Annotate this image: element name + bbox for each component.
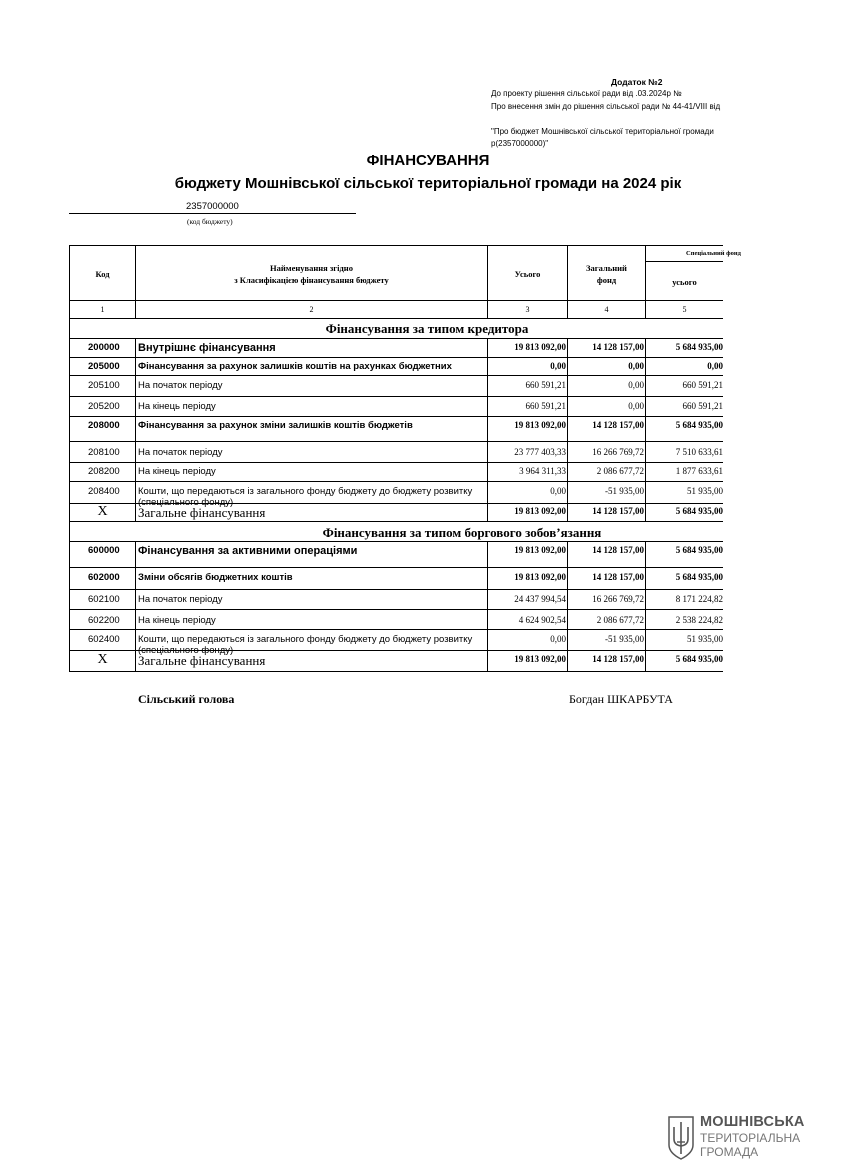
table-line <box>69 671 723 672</box>
row-name: Кошти, що передаються із загального фонду бюджету до бюджету розвитку (спеціального фонду) <box>138 634 473 656</box>
table-line <box>69 357 723 358</box>
row-name: На кінець періоду <box>138 466 216 477</box>
table-line <box>135 338 136 521</box>
row-code: 208000 <box>88 420 120 431</box>
table-line <box>69 567 723 568</box>
header-line-2: Про внесення змін до рішення сільської ради № 44-41/VIII від <box>491 102 721 111</box>
row-code: 205100 <box>88 380 120 391</box>
row-total: 660 591,21 <box>525 401 566 411</box>
row-code: 205000 <box>88 361 120 372</box>
table-line <box>69 375 723 376</box>
row-code: 602100 <box>88 594 120 605</box>
total-name: Загальне фінансування <box>138 505 266 520</box>
row-total: 19 813 092,00 <box>514 572 566 582</box>
table-line <box>69 338 723 339</box>
row-general: 14 128 157,00 <box>592 545 644 555</box>
col-header-general-line1: Загальний <box>586 263 627 273</box>
row-name: Фінансування за активними операціями <box>138 545 358 557</box>
row-name: На початок періоду <box>138 380 223 391</box>
table-line <box>645 541 646 672</box>
logo-line-1: МОШНІВСЬКА <box>700 1114 805 1130</box>
row-general: 16 266 769,72 <box>592 447 644 457</box>
row-code: 602000 <box>88 572 120 583</box>
row-general: 14 128 157,00 <box>592 572 644 582</box>
row-name: На початок періоду <box>138 447 223 458</box>
table-line <box>645 261 723 262</box>
col-header-code: Код <box>95 269 110 279</box>
row-name: Кошти, що передаються із загального фонду бюджету до бюджету розвитку (спеціального фонду) <box>138 486 473 508</box>
row-general: 14 128 157,00 <box>592 420 644 430</box>
table-line <box>135 541 136 672</box>
row-code: 602400 <box>88 634 120 645</box>
row-name: Зміни обсягів бюджетних коштів <box>138 572 293 583</box>
table-line <box>69 629 723 630</box>
row-name: Внутрішнє фінансування <box>138 342 276 354</box>
row-total: 19 813 092,00 <box>514 545 566 555</box>
row-special: 2 538 224,82 <box>675 615 723 625</box>
total-name: Загальне фінансування <box>138 653 266 668</box>
trident-icon <box>666 1115 696 1161</box>
table-line <box>69 441 723 442</box>
table-line <box>69 541 723 542</box>
table-line <box>69 481 723 482</box>
page-title: ФІНАНСУВАННЯ <box>366 152 490 169</box>
row-special: 5 684 935,00 <box>675 545 723 555</box>
total-general: 14 128 157,00 <box>592 506 644 516</box>
section-title-creditor: Фінансування за типом кредитора <box>325 321 529 336</box>
table-line <box>69 462 723 463</box>
header-line-3: "Про бюджет Мошнівської сільської територіальної громади <box>491 127 714 136</box>
row-total: 0,00 <box>550 634 566 644</box>
row-general: 0,00 <box>628 401 644 411</box>
row-name: На початок періоду <box>138 594 223 605</box>
row-general: 2 086 677,72 <box>596 615 644 625</box>
col-header-total: Усього <box>514 269 541 279</box>
row-special: 5 684 935,00 <box>675 572 723 582</box>
row-general: 2 086 677,72 <box>596 466 644 476</box>
row-name: На кінець періоду <box>138 401 216 412</box>
page-subtitle: бюджету Мошнівської сільської територіальної громади на 2024 рік <box>174 175 682 192</box>
budget-code-label: (код бюджету) <box>187 217 233 226</box>
table-line <box>69 318 723 319</box>
row-special: 51 935,00 <box>687 634 723 644</box>
table-line <box>69 300 723 301</box>
row-code: 200000 <box>88 342 120 353</box>
row-total: 19 813 092,00 <box>514 420 566 430</box>
col-number: 2 <box>309 305 314 314</box>
row-special: 8 171 224,82 <box>675 594 723 604</box>
table-line <box>69 609 723 610</box>
row-code: 208200 <box>88 466 120 477</box>
col-header-special-total: усього <box>672 277 697 287</box>
table-line <box>69 396 723 397</box>
row-code: 600000 <box>88 545 120 556</box>
total-mark: X <box>97 652 108 667</box>
logo-line-3: ГРОМАДА <box>700 1145 759 1159</box>
row-name: Фінансування за рахунок зміни залишків коштів бюджетів <box>138 420 413 431</box>
total-special: 5 684 935,00 <box>675 506 723 516</box>
row-name: Фінансування за рахунок залишків коштів на рахунках бюджетних <box>138 361 452 372</box>
row-total: 19 813 092,00 <box>514 342 566 352</box>
col-header-name-line2: з Класифікацією фінансування бюджету <box>234 275 389 285</box>
row-code: 205200 <box>88 401 120 412</box>
row-special: 51 935,00 <box>687 486 723 496</box>
row-general: 14 128 157,00 <box>592 342 644 352</box>
signature-name: Богдан ШКАРБУТА <box>569 692 673 706</box>
row-code: 602200 <box>88 615 120 626</box>
col-number: 3 <box>525 305 530 314</box>
row-special: 660 591,21 <box>682 401 723 411</box>
row-general: -51 935,00 <box>605 634 644 644</box>
col-number: 4 <box>604 305 609 314</box>
table-line <box>69 416 723 417</box>
row-special: 7 510 633,61 <box>675 447 723 457</box>
row-special: 0,00 <box>707 361 723 371</box>
header-line-4: р(2357000000)" <box>491 139 549 148</box>
row-general: 0,00 <box>628 380 644 390</box>
col-header-name-line1: Найменування згідно <box>270 263 353 273</box>
col-number: 1 <box>100 305 105 314</box>
row-name: На кінець періоду <box>138 615 216 626</box>
col-header-general-line2: фонд <box>596 275 617 285</box>
signature-role: Сільський голова <box>138 692 235 706</box>
total-special: 5 684 935,00 <box>675 654 723 664</box>
row-general: 0,00 <box>628 361 644 371</box>
col-number: 5 <box>682 305 687 314</box>
row-total: 0,00 <box>550 486 566 496</box>
total-mark: X <box>97 504 108 519</box>
addendum-label: Додаток №2 <box>611 77 663 87</box>
row-special: 5 684 935,00 <box>675 420 723 430</box>
budget-code-value: 2357000000 <box>186 201 239 212</box>
row-general: -51 935,00 <box>605 486 644 496</box>
table-line <box>69 521 723 522</box>
col-header-special: Спеціальний фонд <box>686 250 741 257</box>
row-special: 5 684 935,00 <box>675 342 723 352</box>
row-general: 16 266 769,72 <box>592 594 644 604</box>
table-line <box>69 589 723 590</box>
row-total: 23 777 403,33 <box>514 447 566 457</box>
row-total: 4 624 902,54 <box>518 615 566 625</box>
table-line <box>567 541 568 672</box>
row-code: 208400 <box>88 486 120 497</box>
logo-line-2: ТЕРИТОРІАЛЬНА <box>700 1131 801 1145</box>
row-special: 1 877 633,61 <box>675 466 723 476</box>
row-special: 660 591,21 <box>682 380 723 390</box>
total-total: 19 813 092,00 <box>514 506 566 516</box>
total-general: 14 128 157,00 <box>592 654 644 664</box>
total-total: 19 813 092,00 <box>514 654 566 664</box>
table-line <box>487 541 488 672</box>
row-total: 3 964 311,33 <box>519 466 566 476</box>
row-total: 0,00 <box>550 361 566 371</box>
table-line <box>69 245 723 246</box>
community-logo <box>666 1114 816 1162</box>
header-line-1: До проекту рішення сільської ради від .03.2024р № <box>491 89 682 98</box>
row-code: 208100 <box>88 447 120 458</box>
row-total: 660 591,21 <box>525 380 566 390</box>
row-total: 24 437 994,54 <box>514 594 566 604</box>
section-title-debt: Фінансування за типом боргового зобов’язання <box>322 525 602 540</box>
